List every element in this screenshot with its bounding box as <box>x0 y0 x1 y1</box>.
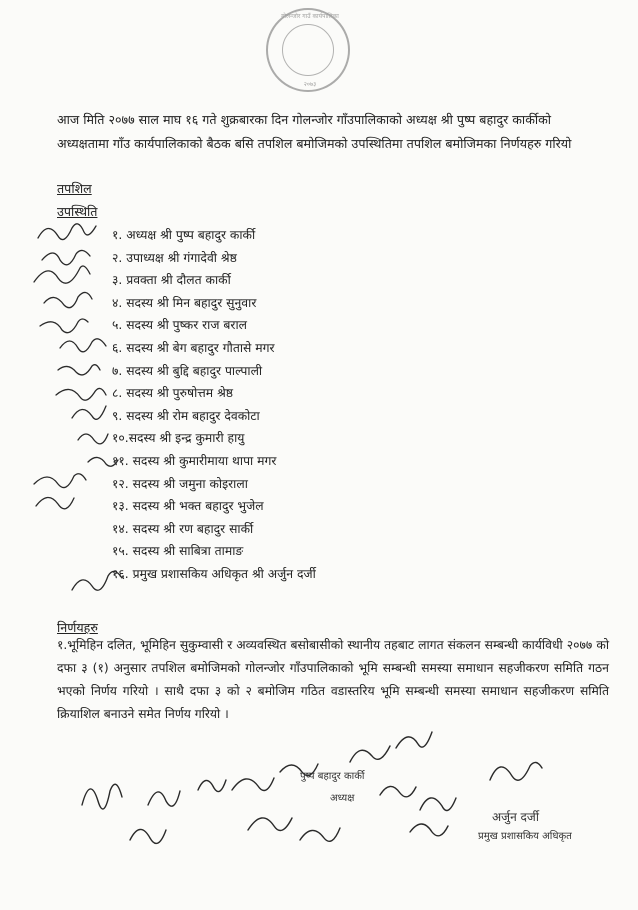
signature-mark <box>380 786 416 796</box>
cao-stamp-name: अर्जुन दर्जी <box>492 810 539 824</box>
attendance-item: १५. सदस्य श्री साबित्रा तामाङ <box>112 544 244 559</box>
attendance-item: ७. सदस्य श्री बुद्दि बहादुर पाल्पाली <box>112 363 263 378</box>
attendance-item: ४. सदस्य श्री मिन बहादुर सुनुवार <box>112 295 257 310</box>
attendance-item: १४. सदस्य श्री रण बहादुर सार्की <box>112 521 254 536</box>
signature-mark <box>396 732 432 748</box>
signature-mark <box>130 829 166 843</box>
attendance-item: ५. सदस्य श्री पुष्कर राज बराल <box>112 318 247 333</box>
attendance-item: १३. सदस्य श्री भक्त बहादुर भुजेल <box>112 499 264 514</box>
attendance-heading: उपस्थिति <box>57 204 98 219</box>
attendance-item: १२. सदस्य श्री जमुना कोइराला <box>112 476 248 491</box>
signature-mark <box>410 824 448 836</box>
attendance-item: ६. सदस्य श्री बेग बहादुर गौतासे मगर <box>112 340 275 355</box>
attendance-item: ९. सदस्य श्री रोम बहादुर देवकोटा <box>112 408 260 423</box>
attendance-item: १०.सदस्य श्री इन्द्र कुमारी हायु <box>112 431 245 446</box>
seal-bottom-text: २०७३ <box>303 81 317 88</box>
signature-mark <box>232 778 274 791</box>
details-heading: तपशिल <box>57 181 92 196</box>
signature-mark <box>300 828 340 841</box>
seal-top-text: गोलन्जोर गाउँ कार्यपालिका <box>281 13 339 20</box>
signature-mark <box>350 746 390 762</box>
cao-stamp-title: प्रमुख प्रशासकिय अधिकृत <box>478 831 572 842</box>
chair-stamp-name: पुष्प बहादुर कार्की <box>300 771 365 782</box>
signature-mark <box>490 762 542 780</box>
attendance-item: १६. प्रमुख प्रशासकिय अधिकृत श्री अर्जुन दर्जी <box>112 566 316 581</box>
decisions-heading: निर्णयहरु <box>57 620 98 635</box>
attendance-item: ३. प्रवक्ता श्री दौलत कार्की <box>112 273 231 288</box>
signature-mark <box>198 780 226 792</box>
attendance-item: ८. सदस्य श्री पुरुषोत्तम श्रेष्ठ <box>112 386 234 401</box>
attendance-item: १. अध्यक्ष श्री पुष्प बहादुर कार्की <box>112 228 256 242</box>
chair-stamp-title: अध्यक्ष <box>330 793 355 804</box>
signature-mark <box>148 791 180 806</box>
attendance-item: ११. सदस्य श्री कुमारीमाया थापा मगर <box>112 453 277 468</box>
intro-paragraph: आज मिति २०७७ साल माघ १६ गते शुक्रबारका दिन गोलन्जोर गाँउपालिकाको अध्यक्ष श्री पुष्प बहादुर कार्कीको अध्यक्षतामा गाँउ कार्यपालिकाको बैठक बसि तपशिल बमोजिमको उपस्थितिमा तपशिल बमोजिमका निर्णयहरु गरियो <box>57 112 572 151</box>
signature-mark <box>82 784 122 809</box>
attendance-item: २. उपाध्यक्ष श्री गंगादेवी श्रेष्ठ <box>112 250 237 265</box>
signature-mark <box>248 818 292 831</box>
decision-paragraph: १.भूमिहिन दलित, भूमिहिन सुकुम्वासी र अव्यवस्थित बसोबासीको स्थानीय तहबाट लागत संकलन सम्बन्धी कार्यविधी २०७७ को दफा ३ (१) अनुसार तपशिल बमोजिमको गोलन्जोर गाँउपालिकाको भूमि सम्बन्धी समस्या समाधान सहजीकरण समिति गठन भएको निर्णय गरियो । साथै दफा ३ को २ बमोजिम गठित वडास्तरिय भूमि सम्बन्धी समस्या समाधान सहजीकरण समिति क्रियाशिल बनाउने समेत निर्णय गरियो । <box>57 638 609 721</box>
signature-mark <box>420 798 456 811</box>
